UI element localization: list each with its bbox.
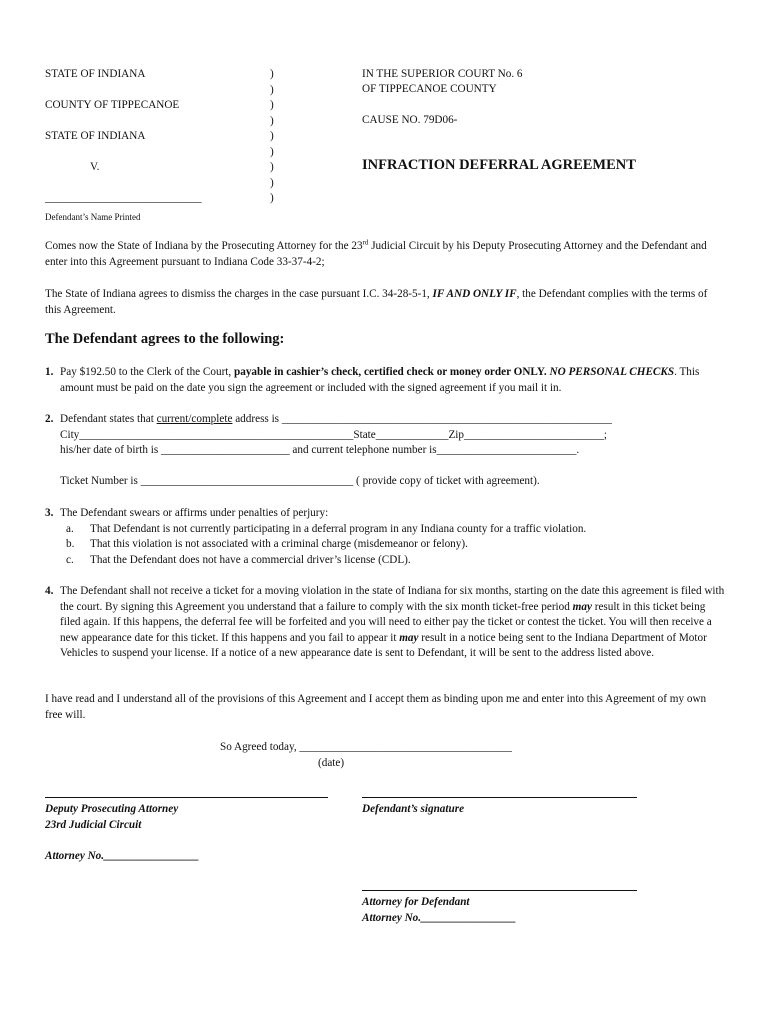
caption-paren: ) xyxy=(270,145,274,158)
dpa-attorney-number[interactable]: Attorney No._________________ xyxy=(45,850,200,862)
defense-attorney-label: Attorney for Defendant xyxy=(362,896,470,908)
caption-paren: ) xyxy=(270,68,274,80)
city-state-zip-field[interactable]: City_________________________________________________State_____________Zip_________________________; xyxy=(60,428,607,441)
dismissal-paragraph: The State of Indiana agrees to dismiss the charges in the case pursuant I.C. 34-28-5-1, IF AND ONLY IF, the Defendant complies with the terms of this Agreement. xyxy=(45,288,708,316)
caption-paren: ) xyxy=(270,192,274,204)
ticket-number-field[interactable]: Ticket Number is ______________________________________ ( provide copy of ticket with agreement). xyxy=(60,474,540,487)
agreement-heading: The Defendant agrees to the following: xyxy=(45,331,285,347)
term-address: 2. Defendant states that current/complete address is ___________________________________________________________ City_________________________________________________State_____________Zip_________________________; his/her date of birth is _______________________ and current telephone number is_________________________. Ticket Number is ______________________________________ ( provide copy of ticket with agreement). xyxy=(45,412,725,489)
perjury-item: b. That this violation is not associated with a criminal charge (misdemeanor or felony). xyxy=(66,538,468,550)
perjury-item: c. That the Defendant does not have a commercial driver’s license (CDL). xyxy=(66,553,411,566)
dpa-circuit: 23rd Judicial Circuit xyxy=(45,819,142,831)
term-payment: 1. Pay $192.50 to the Clerk of the Court, payable in cashier’s check, certified check or money order ONLY. NO PERSONAL CHECKS. This amount must be paid on the date you sign the agreement or included with the signed agreement if you mail it in. xyxy=(45,366,700,394)
court-county: OF TIPPECANOE COUNTY xyxy=(362,83,497,95)
dpa-signature-line[interactable] xyxy=(45,797,328,798)
caption-state-party: STATE OF INDIANA xyxy=(45,130,146,142)
caption-paren: ) xyxy=(270,83,274,96)
defendant-signature-label: Defendant’s signature xyxy=(362,803,465,815)
defense-attorney-number[interactable]: Attorney No._________________ xyxy=(362,912,517,924)
caption-paren: ) xyxy=(270,161,274,173)
term-no-ticket: 4. The Defendant shall not receive a ticket for a moving violation in the state of Indiana for six months, starting on the date this agreement is filed with the court. By signing this Agreement you understand that a failure to comply with the six month ticket-free period may result in this ticket being filed again. If this happens, the deferral fee will be forfeited and you will need to either pay the ticket or contest the ticket. You will then receive a new appearance date for this ticket. If this happens and you fail to appear it may result in a notice being sent to the Indiana Department of Motor Vehicles to suspend your license. If a notice of a new appearance date is sent to Defendant, it will be sent to the address listed above. xyxy=(45,585,725,659)
caption-paren: ) xyxy=(270,176,274,189)
dpa-title: Deputy Prosecuting Attorney xyxy=(45,803,179,815)
caption-paren: ) xyxy=(270,130,274,142)
defense-attorney-signature-line[interactable] xyxy=(362,890,637,891)
agreed-date-field[interactable]: So Agreed today, ______________________________________ xyxy=(220,741,512,753)
term-perjury: 3. The Defendant swears or affirms under penalties of perjury: a. That Defendant is not currently participating in a deferral program in any Indiana county for a traffic violation. b. That this violation is not associated with a criminal charge (misdemeanor or felony). c. That the Defendant does not have a commercial driver’s license (CDL). xyxy=(45,506,725,568)
cause-number: CAUSE NO. 79D06- xyxy=(362,114,458,126)
intro-paragraph: Comes now the State of Indiana by the Prosecuting Attorney for the 23rd Judicial Circuit by his Deputy Prosecuting Attorney and the Defendant and enter into this Agreement pursuant to Indiana Code 33-37-4-2; xyxy=(45,238,707,268)
caption-paren: ) xyxy=(270,99,274,111)
defendant-name-label: Defendant’s Name Printed xyxy=(45,212,141,222)
perjury-item: a. That Defendant is not currently participating in a deferral program in any Indiana county for a traffic violation. xyxy=(66,522,587,535)
caption-county: COUNTY OF TIPPECANOE xyxy=(45,99,180,111)
defendant-name-blank[interactable]: ____________________________ xyxy=(45,192,202,204)
caption-paren: ) xyxy=(270,114,274,127)
caption-divider xyxy=(270,67,280,207)
address-field[interactable]: Defendant states that current/complete address is ___________________________________________________________ xyxy=(60,413,612,425)
caption-state: STATE OF INDIANA xyxy=(45,68,146,80)
dob-phone-field[interactable]: his/her date of birth is _______________________ and current telephone number is_________________________. xyxy=(60,444,580,456)
court-name: IN THE SUPERIOR COURT No. 6 xyxy=(362,68,523,80)
document-title: INFRACTION DEFERRAL AGREEMENT xyxy=(362,157,636,173)
closing-statement: I have read and I understand all of the provisions of this Agreement and I accept them as binding upon me and enter into this Agreement of my own free will. xyxy=(45,693,707,721)
date-label: (date) xyxy=(318,757,345,769)
perjury-intro: The Defendant swears or affirms under penalties of perjury: xyxy=(60,507,329,519)
caption-versus: V. xyxy=(90,161,100,173)
defendant-signature-line[interactable] xyxy=(362,797,637,798)
